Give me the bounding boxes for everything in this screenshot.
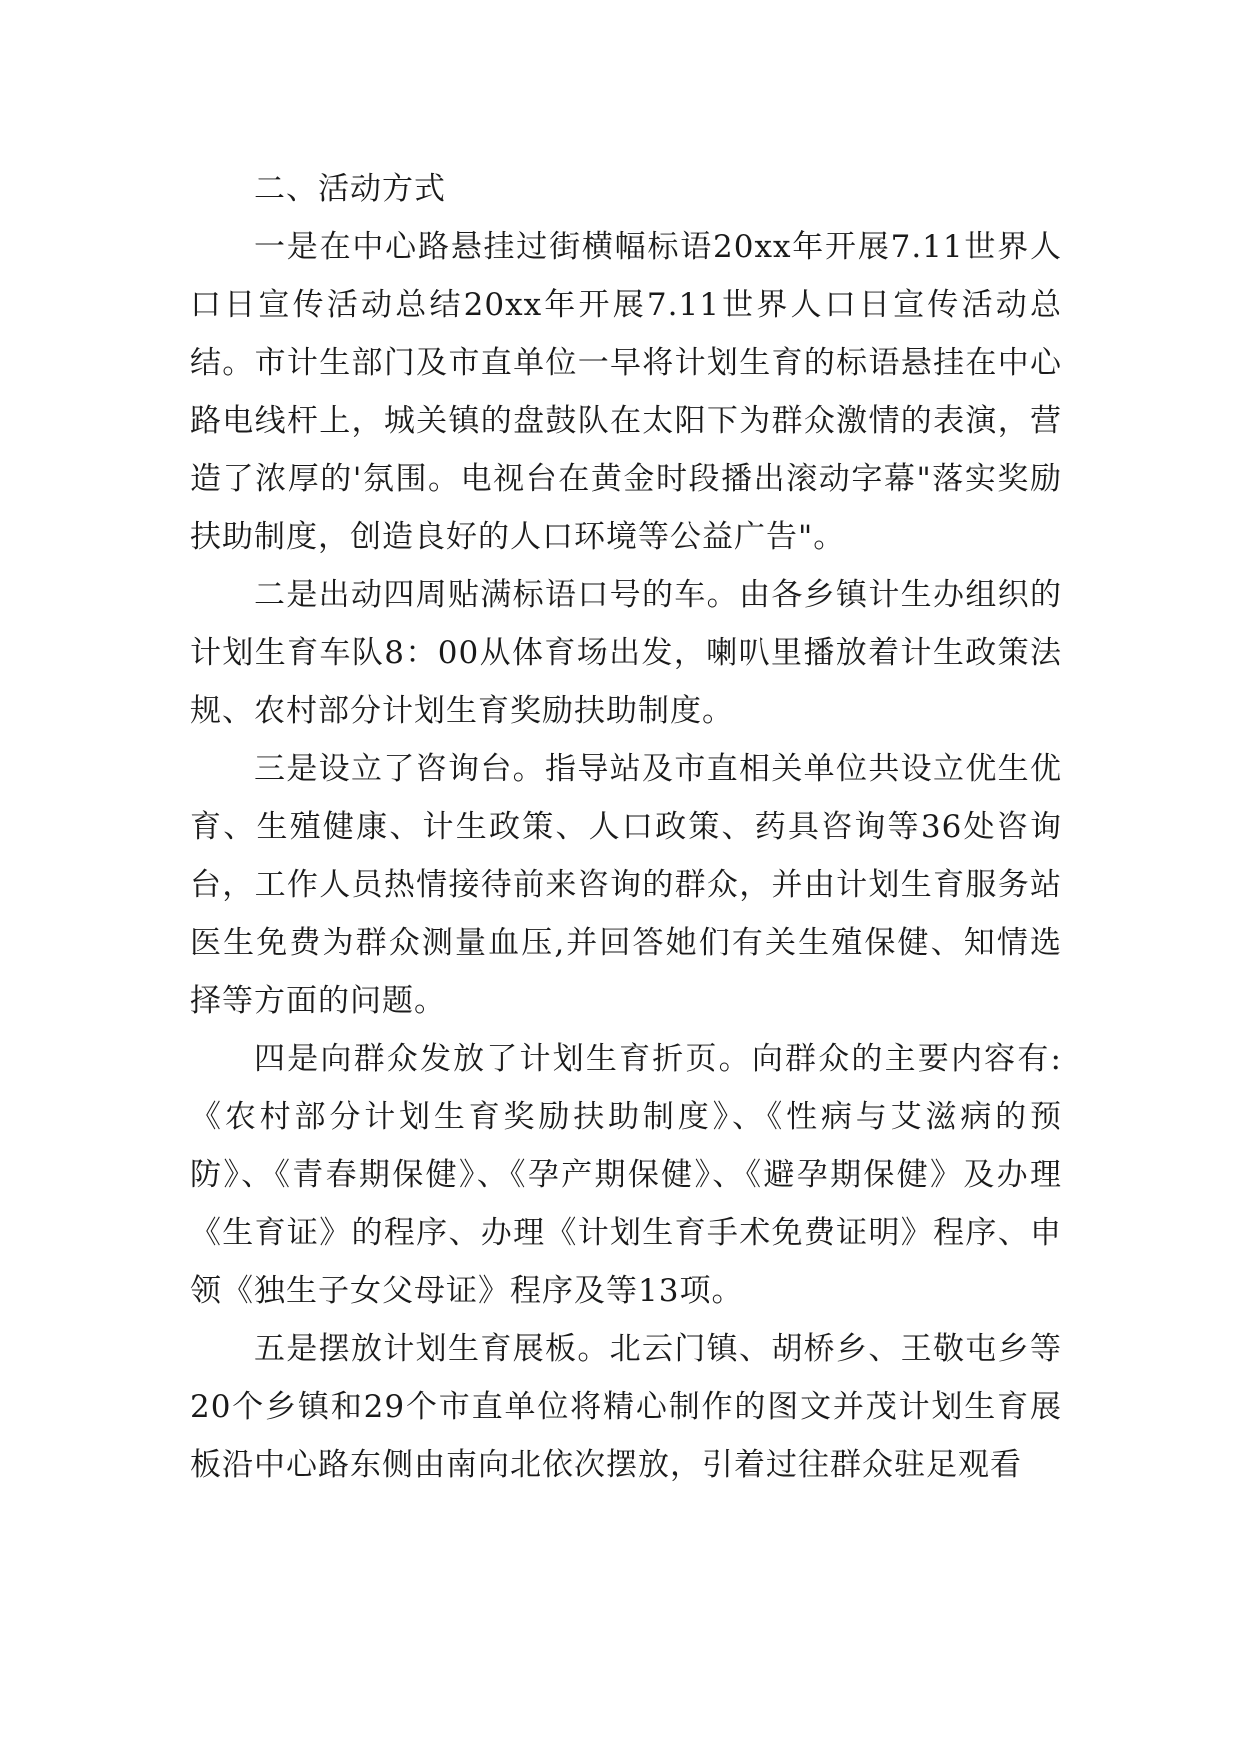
paragraph-leaflets: 四是向群众发放了计划生育折页。向群众的主要内容有:《农村部分计划生育奖励扶助制度》、《性病与艾滋病的预防》、《青春期保健》、《孕产期保健》、《避孕期保健》及办理《生育证》的程序、办理《计划生育手术免费证明》程序、申领《独生子女父母证》程序及等13项。	[190, 1041, 1062, 1309]
section-heading: 二、活动方式	[254, 171, 446, 207]
paragraph-vehicle-parade: 二是出动四周贴满标语口号的车。由各乡镇计生办组织的计划生育车队8：00从体育场出发，喇叭里播放着计生政策法规、农村部分计划生育奖励扶助制度。	[190, 577, 1062, 729]
document-body	[190, 160, 1062, 1494]
paragraph-consultation-desks: 三是设立了咨询台。指导站及市直相关单位共设立优生优育、生殖健康、计生政策、人口政策、药具咨询等36处咨询台，工作人员热情接待前来咨询的群众，并由计划生育服务站医生免费为群众测量血压,并回答她们有关生殖保健、知情选择等方面的问题。	[190, 751, 1062, 1019]
paragraph-display-boards: 五是摆放计划生育展板。北云门镇、胡桥乡、王敬屯乡等20个乡镇和29个市直单位将精心制作的图文并茂计划生育展板沿中心路东侧由南向北依次摆放，引着过往群众驻足观看	[190, 1331, 1062, 1483]
paragraph-banner-slogans: 一是在中心路悬挂过街横幅标语20xx年开展7.11世界人口日宣传活动总结20xx年开展7.11世界人口日宣传活动总结。市计生部门及市直单位一早将计划生育的标语悬挂在中心路电线杆上，城关镇的盘鼓队在太阳下为群众激情的表演，营造了浓厚的'氛围。电视台在黄金时段播出滚动字幕"落实奖励扶助制度，创造良好的人口环境等公益广告"。	[190, 229, 1062, 555]
